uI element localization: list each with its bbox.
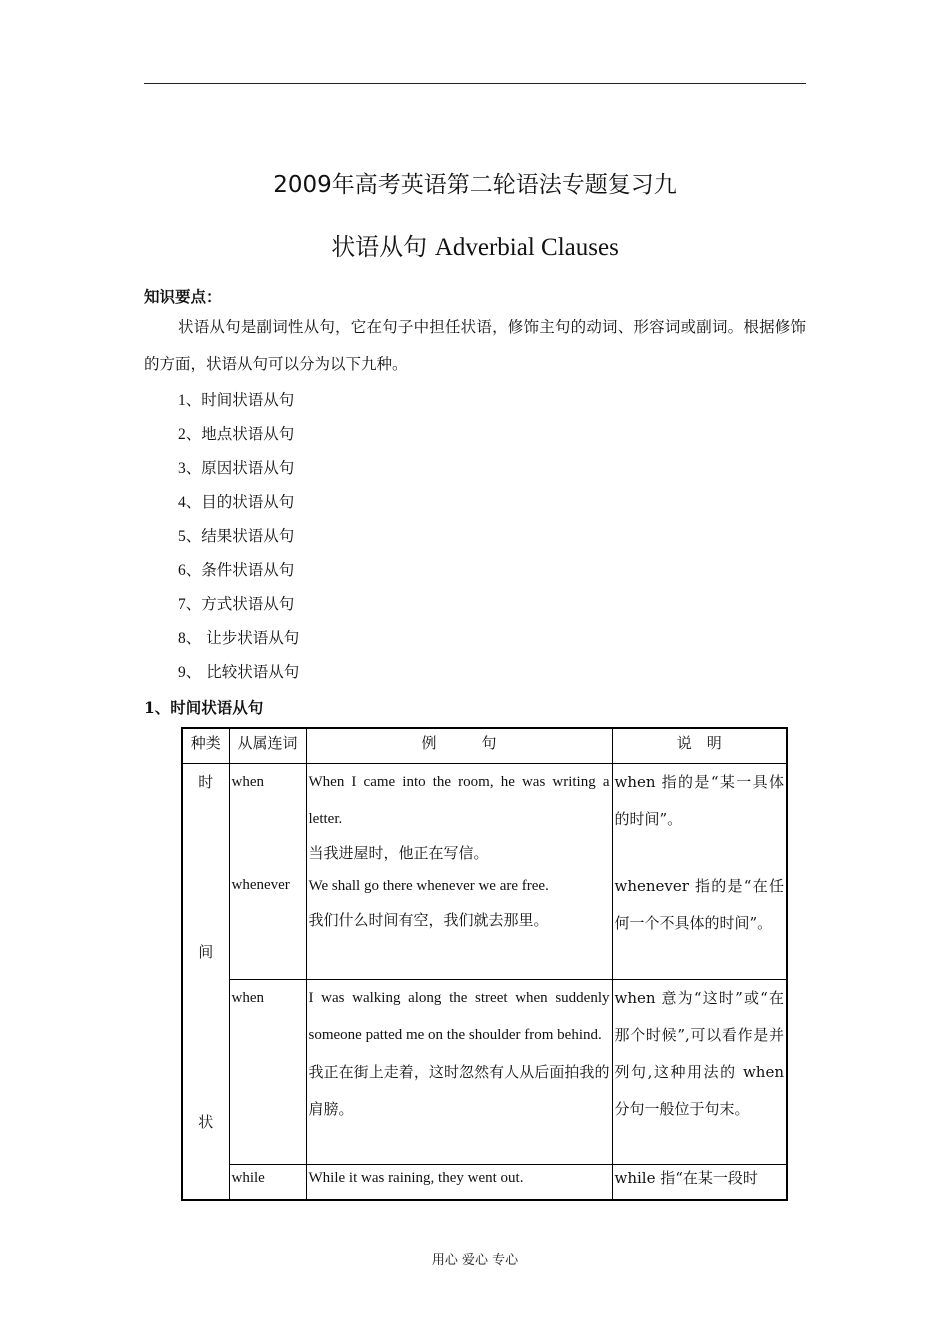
note: while 指“在某一段时 [614, 1168, 758, 1187]
example-en: I was walking along the street when suddenly someone patted me on the shoulder from behind. [308, 989, 610, 1043]
table-row [182, 763, 787, 979]
list-item: 6、条件状语从句 [178, 561, 295, 579]
list-item: 3、原因状语从句 [178, 459, 295, 477]
knowledge-heading: 知识要点： [144, 287, 222, 306]
example-cell [306, 1164, 612, 1200]
example-en: While it was raining, they went out. [308, 1169, 524, 1186]
page-footer: 用心 爱心 专心 [431, 1253, 519, 1268]
note-cell [612, 1164, 787, 1200]
subtitle-cn: 状语从句 [331, 233, 428, 261]
note-cell [612, 979, 787, 1164]
note: when 意为“这时”或“在那个时候”,可以看作是并列句,这种用法的 when 分句一般位于句末。 [614, 988, 784, 1118]
conjunction-cell [229, 1164, 306, 1200]
kind-char: 状 [198, 1112, 214, 1131]
document-title: 2009年高考英语第二轮语法专题复习九 [273, 172, 677, 198]
list-item: 7、方式状语从句 [178, 595, 295, 613]
header-conjunction: 从属连词 [229, 728, 306, 763]
intro-paragraph: 状语从句是副词性从句，它在句子中担任状语，修饰主句的动词、形容词或副词。根据修饰的方面，状语从句可以分为以下九种。 [144, 318, 806, 373]
subtitle-en: Adverbial Clauses [434, 234, 619, 261]
header-rule [144, 83, 806, 84]
conjunction: while [231, 1169, 265, 1186]
conjunction: whenever [231, 876, 290, 893]
kind-char: 时 [198, 772, 214, 791]
list-item: 4、目的状语从句 [178, 493, 295, 511]
table-header-row [182, 728, 787, 763]
conjunction: when [231, 773, 264, 790]
kind-char: 间 [198, 942, 214, 961]
header-kind: 种类 [182, 728, 229, 763]
example-en: When I came into the room, he was writing a letter. [308, 773, 610, 827]
header-note: 说 明 [612, 728, 787, 763]
table-row [182, 979, 787, 1164]
time-clause-table [181, 727, 788, 1201]
list-item: 8、 让步状语从句 [178, 629, 300, 647]
example-cn: 我正在街上走着，这时忽然有人从后面拍我的肩膀。 [308, 1062, 610, 1118]
list-item: 5、结果状语从句 [178, 527, 295, 545]
section-heading-time-clauses: 1、时间状语从句 [144, 698, 264, 717]
example-cell [306, 763, 612, 979]
conjunction: when [231, 989, 264, 1006]
header-example: 例 句 [306, 728, 612, 763]
example-en: We shall go there whenever we are free. [308, 877, 549, 894]
note: whenever 指的是“在任何一个不具体的时间”。 [614, 876, 784, 932]
conjunction-cell [229, 979, 306, 1164]
table-row [182, 1164, 787, 1200]
list-item: 1、时间状语从句 [178, 391, 295, 409]
conjunction-cell [229, 763, 306, 979]
note-cell [612, 763, 787, 979]
example-cell [306, 979, 612, 1164]
example-cn: 我们什么时间有空，我们就去那里。 [308, 910, 549, 929]
kind-cell [182, 763, 229, 1200]
document-subtitle [0, 227, 950, 262]
example-cn: 当我进屋时，他正在写信。 [308, 843, 489, 862]
list-item: 2、地点状语从句 [178, 425, 295, 443]
list-item: 9、 比较状语从句 [178, 663, 300, 681]
note: when 指的是“某一具体的时间”。 [614, 772, 784, 828]
